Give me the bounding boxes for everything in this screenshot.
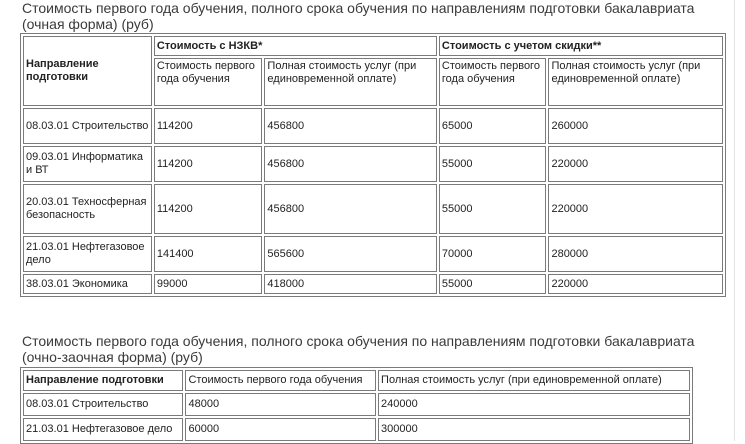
section-1-heading: Стоимость первого года обучения, полного срока обучения по направлениям подготовки бакалавриата (очная форма) (руб): [22, 0, 695, 32]
nzkv-first-cell: 99000: [154, 274, 263, 294]
header-full-cost: Полная стоимость услуг (при единовременной оплате): [378, 370, 690, 391]
table-row: [23, 184, 723, 234]
nzkv-full-cell: 456800: [264, 184, 437, 234]
table-row: [23, 236, 723, 272]
table-row: [23, 146, 723, 182]
table-row: [23, 108, 723, 144]
nzkv-full-cell: 456800: [264, 146, 437, 182]
direction-cell: 08.03.01 Строительство: [23, 393, 183, 416]
header-direction: Направление подготовки: [23, 370, 183, 391]
discount-first-cell: 55000: [439, 184, 547, 234]
direction-cell: 21.03.01 Нефтегазовое дело: [23, 236, 152, 272]
header-cost-discount: Стоимость с учетом скидки**: [439, 36, 723, 56]
nzkv-first-cell: 114200: [154, 184, 263, 234]
discount-first-cell: 55000: [439, 146, 547, 182]
parttime-cost-table: [20, 367, 693, 444]
discount-full-cell: 280000: [548, 236, 723, 272]
nzkv-full-cell: 565600: [264, 236, 437, 272]
discount-full-cell: 220000: [548, 146, 723, 182]
full-cost-cell: 240000: [378, 393, 690, 416]
fulltime-cost-table: [20, 33, 726, 297]
table-row: [23, 274, 723, 294]
header-first-year: Стоимость первого года обучения: [185, 370, 376, 391]
discount-full-cell: 260000: [548, 108, 723, 144]
direction-cell: 21.03.01 Нефтегазовое дело: [23, 418, 183, 441]
discount-full-cell: 220000: [548, 184, 723, 234]
direction-cell: 20.03.01 Техносферная безопасность: [23, 184, 152, 234]
first-year-cell: 48000: [185, 393, 376, 416]
nzkv-first-cell: 114200: [154, 146, 263, 182]
discount-first-cell: 70000: [439, 236, 547, 272]
subheader-discount-full: Полная стоимость услуг (при единовременной оплате): [548, 58, 723, 106]
section-2-heading: Стоимость первого года обучения, полного срока обучения по направлениям подготовки бакалавриата (очно-заочная форма) (руб): [22, 333, 695, 365]
subheader-nzkv-first-year: Стоимость первого года обучения: [154, 58, 263, 106]
direction-cell: 38.03.01 Экономика: [23, 274, 152, 294]
header-direction: Направление подготовки: [23, 36, 152, 106]
discount-full-cell: 220000: [548, 274, 723, 294]
table-row: [23, 393, 690, 416]
discount-first-cell: 65000: [439, 108, 547, 144]
page-edge-divider: [734, 0, 735, 441]
nzkv-first-cell: 114200: [154, 108, 263, 144]
subheader-discount-first-year: Стоимость первого года обучения: [439, 58, 547, 106]
discount-first-cell: 55000: [439, 274, 547, 294]
full-cost-cell: 300000: [378, 418, 690, 441]
subheader-nzkv-full: Полная стоимость услуг (при единовременной оплате): [264, 58, 437, 106]
header-cost-nzkv: Стоимость с НЗКВ*: [154, 36, 437, 56]
table-row: [23, 418, 690, 441]
nzkv-first-cell: 141400: [154, 236, 263, 272]
nzkv-full-cell: 456800: [264, 108, 437, 144]
nzkv-full-cell: 418000: [264, 274, 437, 294]
first-year-cell: 60000: [185, 418, 376, 441]
direction-cell: 09.03.01 Информатика и ВТ: [23, 146, 152, 182]
direction-cell: 08.03.01 Строительство: [23, 108, 152, 144]
